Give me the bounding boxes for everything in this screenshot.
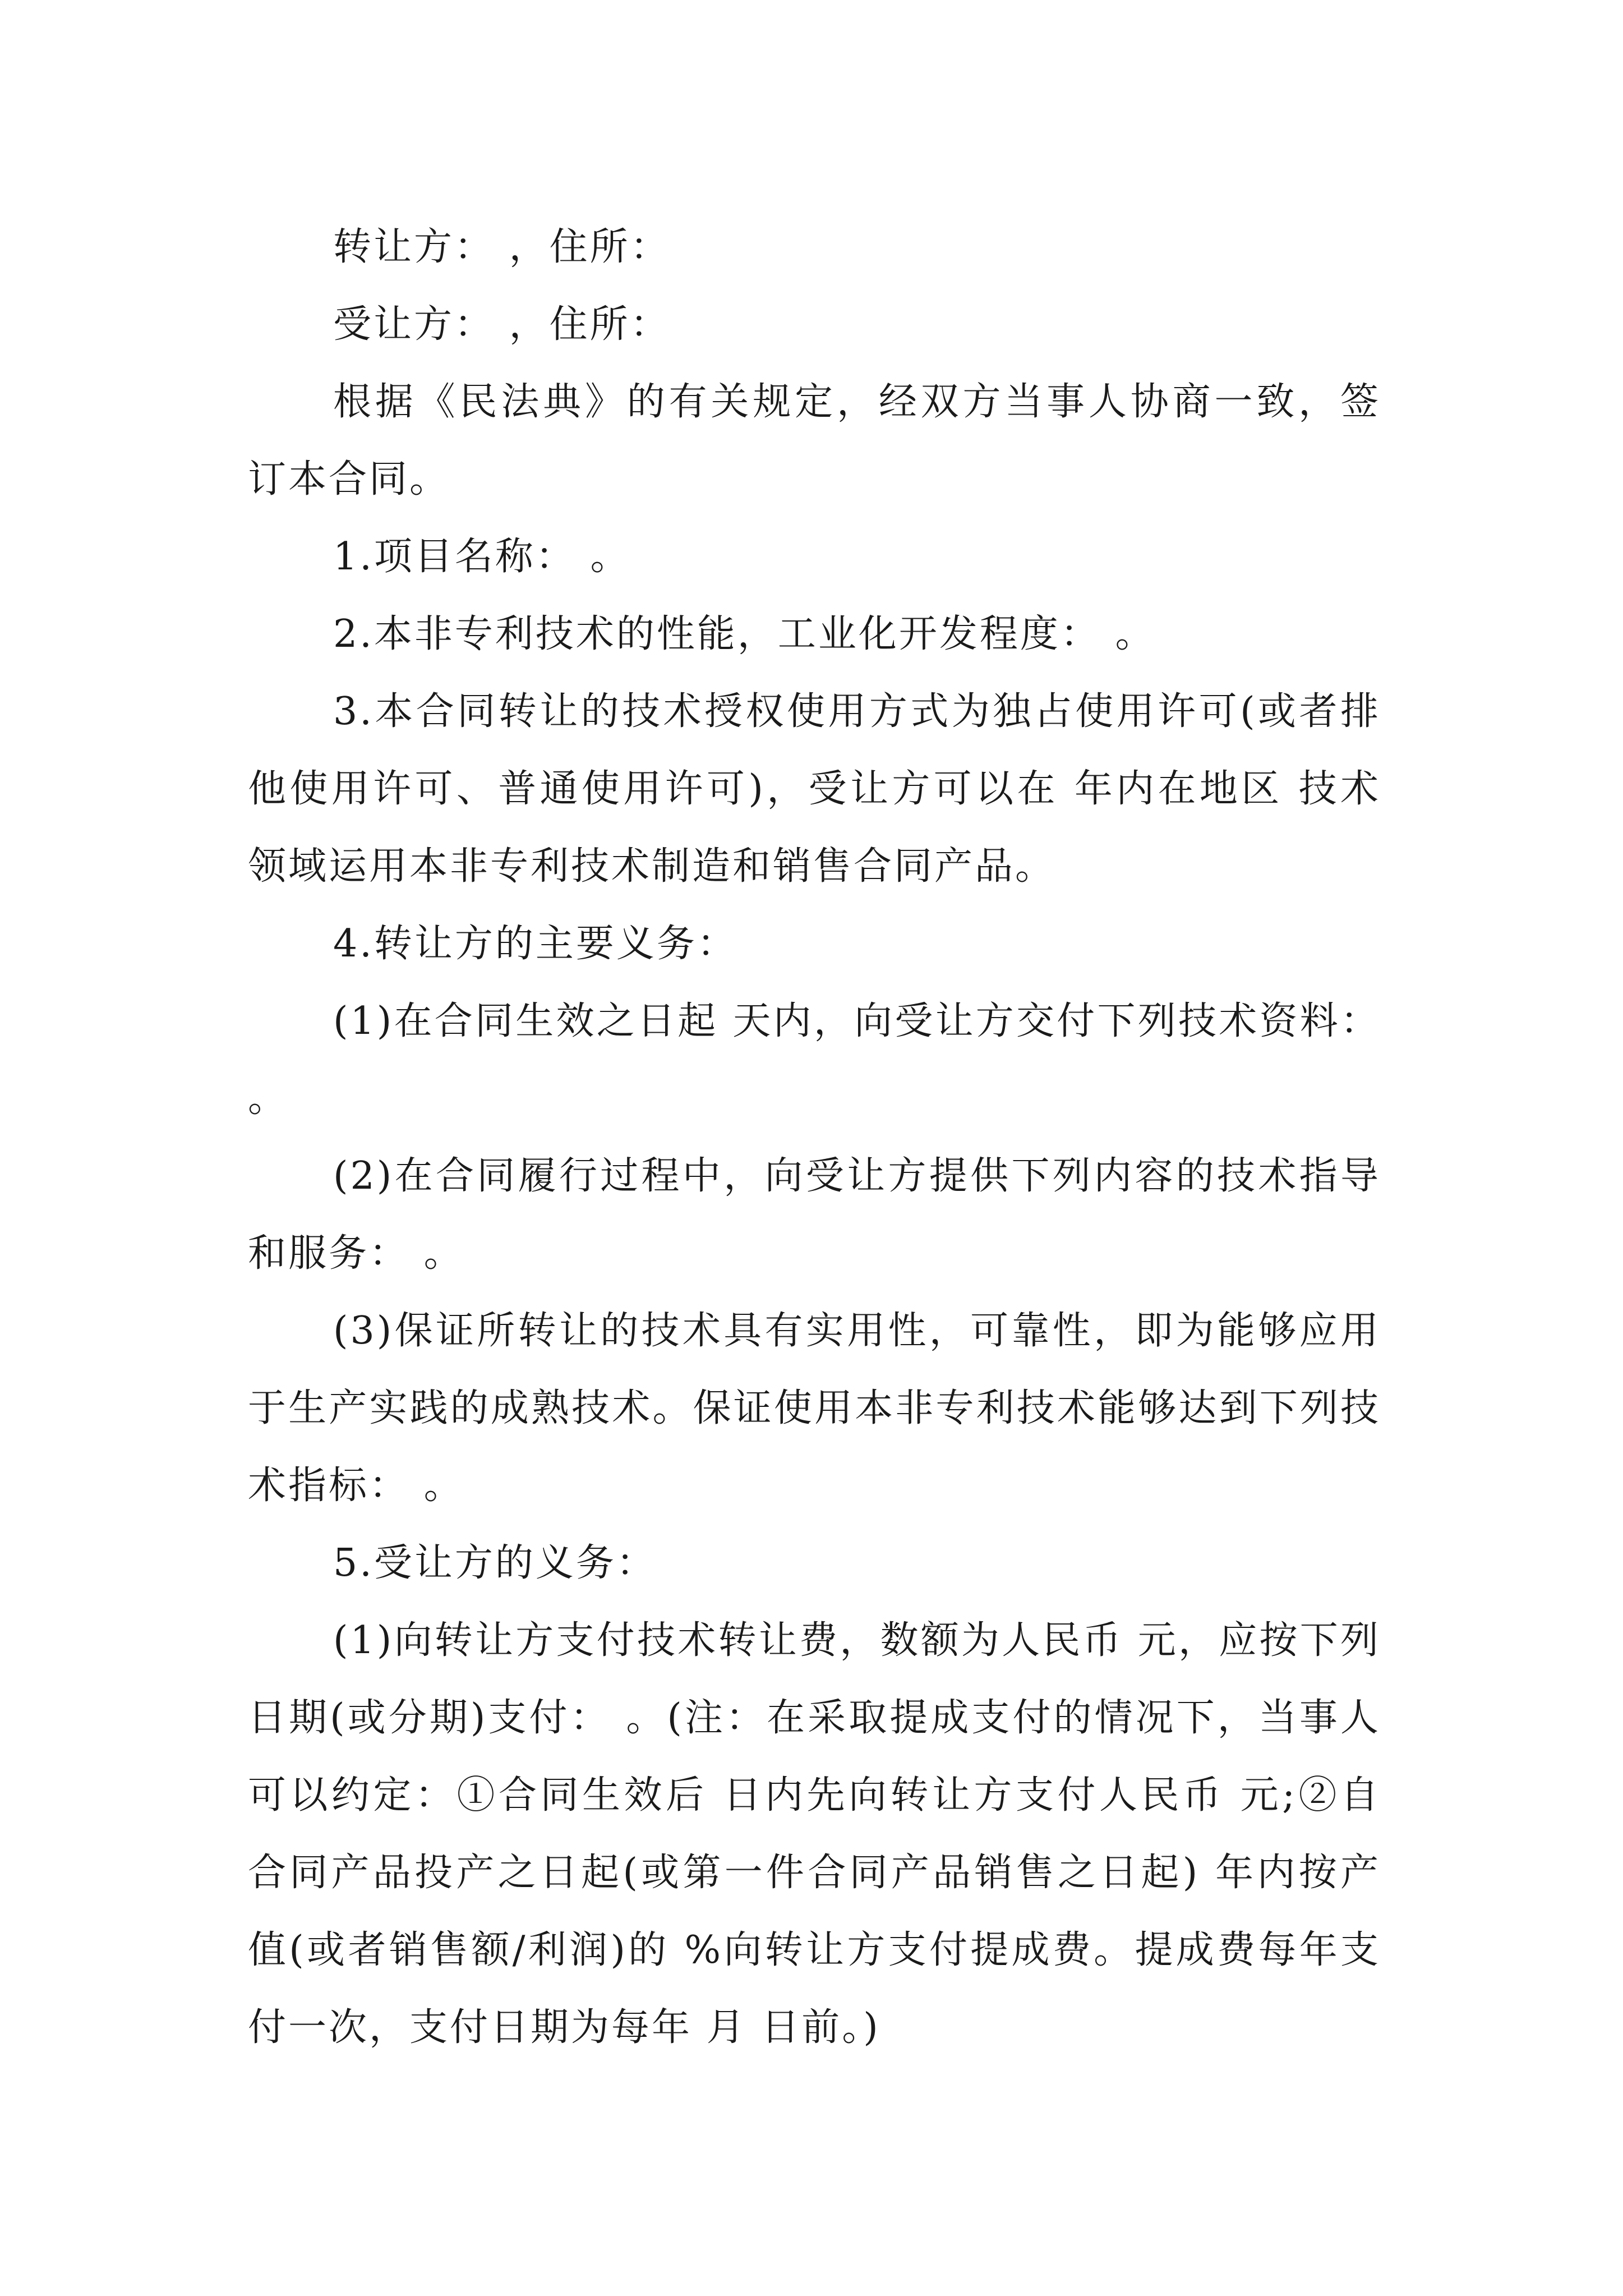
paragraph-item-4-3: (3)保证所转让的技术具有实用性，可靠性，即为能够应用于生产实践的成熟技术。保证使用本非专利技术能够达到下列技术指标： 。 bbox=[248, 1309, 1381, 1508]
paragraph-item-1: 1.项目名称： 。 bbox=[333, 535, 631, 579]
paragraph-item-4-1: (1)在合同生效之日起 天内，向受让方交付下列技术资料： 。 bbox=[248, 999, 1381, 1121]
paragraph-item-5: 5.受让方的义务： bbox=[333, 1541, 657, 1585]
paragraph-item-4-2: (2)在合同履行过程中，向受让方提供下列内容的技术指导和服务： 。 bbox=[248, 1154, 1381, 1276]
paragraph-item-4: 4.转让方的主要义务： bbox=[333, 922, 737, 966]
paragraph-preamble: 根据《民法典》的有关规定，经双方当事人协商一致，签订本合同。 bbox=[248, 380, 1381, 501]
document-body bbox=[248, 209, 1381, 2067]
paragraph-item-3: 3.本合同转让的技术授权使用方式为独占使用许可(或者排他使用许可、普通使用许可)，受让方可以在 年内在地区 技术领域运用本非专利技术制造和销售合同产品。 bbox=[248, 689, 1381, 889]
paragraph-transferor: 转让方： ，住所： bbox=[333, 225, 671, 269]
paragraph-item-2: 2.本非专利技术的性能，工业化开发程度： 。 bbox=[333, 612, 1156, 656]
paragraph-item-5-1: (1)向转让方支付技术转让费，数额为人民币 元，应按下列日期(或分期)支付： 。(注：在采取提成支付的情况下，当事人可以约定：①合同生效后 日内先向转让方支付人民币 元;②自合同产品投产之日起(或第一件合同产品销售之日起) 年内按产值(或者销售额/利润)的 %向转让方支付提成费。提成费每年支付一次，支付日期为每年 月 日前。) bbox=[248, 1618, 1381, 2050]
paragraph-transferee: 受让方： ，住所： bbox=[333, 302, 671, 347]
